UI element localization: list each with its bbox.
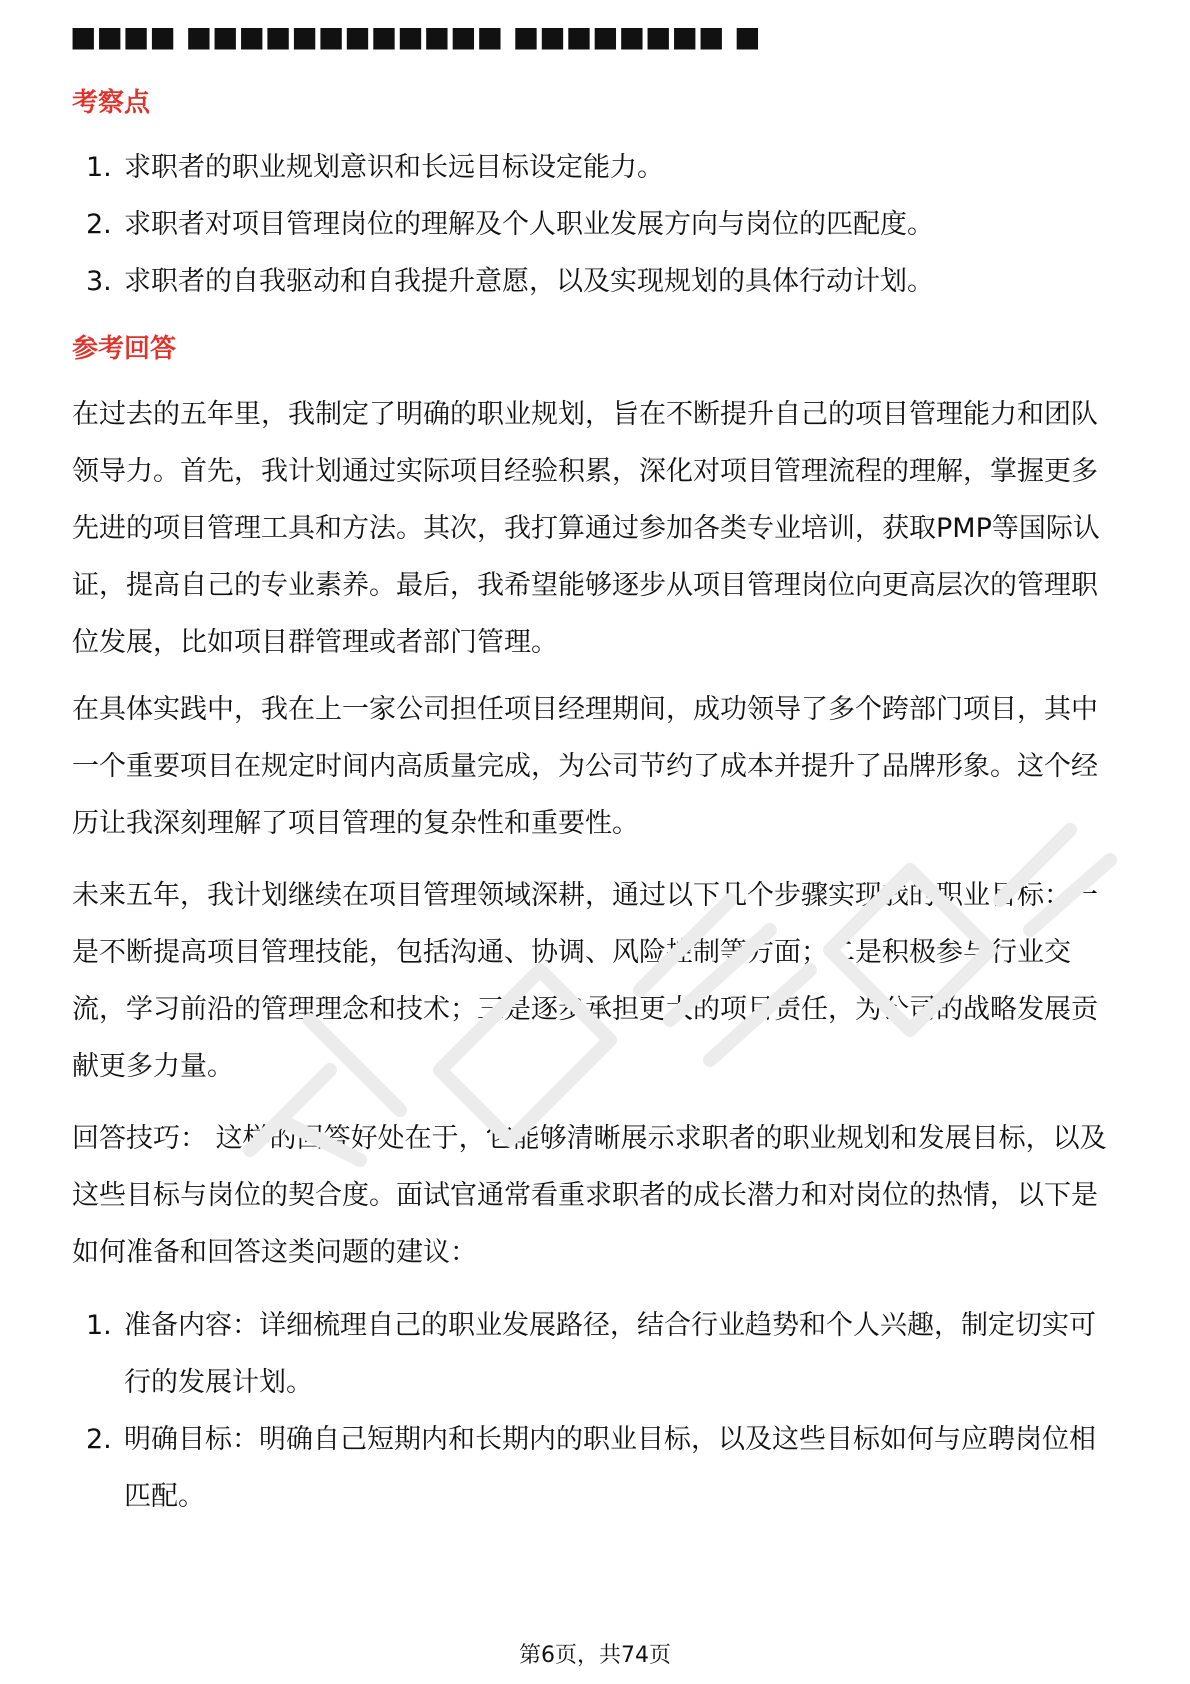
list-text: 求职者的自我驱动和自我提升意愿，以及实现规划的具体行动计划。 [124,266,934,297]
list-text: 准备内容：详细梳理自己的职业发展路径，结合行业趋势和个人兴趣，制定切实可行的发展计划。 [124,1310,1096,1398]
list-number: 3. [86,266,112,297]
cut-off-question-line: ■■■■ ■■■■■■■■■■■■ ■■■■■■■■ ■ [70,20,761,53]
list-number: 1. [86,1310,112,1341]
answer-paragraph-1: 在过去的五年里，我制定了明确的职业规划，旨在不断提升自己的项目管理能力和团队领导力。首先，我计划通过实际项目经验积累，深化对项目管理流程的理解，掌握更多先进的项目管理工具和方法。其次，我打算通过参加各类专业培训，获取PMP等国际认证，提高自己的专业素养。最后，我希望能够逐步从项目管理岗位向更高层次的管理职位发展，比如项目群管理或者部门管理。 [72,399,1100,658]
list-number: 2. [86,209,112,240]
list-number: 2. [86,1424,112,1455]
list-item [0,196,1190,253]
list-text: 求职者的职业规划意识和长远目标设定能力。 [124,152,664,183]
tips-list [0,1297,1190,1525]
list-number: 1. [86,152,112,183]
answer-tips-paragraph: 回答技巧： 这样的回答好处在于，它能够清晰展示求职者的职业规划和发展目标，以及这些目标与岗位的契合度。面试官通常看重求职者的成长潜力和对岗位的热情，以下是如何准备和回答这类问题的建议： [72,1123,1107,1268]
list-item [0,139,1190,196]
list-text: 明确目标：明确自己短期内和长期内的职业目标，以及这些目标如何与应聘岗位相匹配。 [124,1424,1096,1512]
list-text: 求职者对项目管理岗位的理解及个人职业发展方向与岗位的匹配度。 [124,209,934,240]
answer-heading: 参考回答 [72,334,177,364]
list-item [0,1297,1190,1411]
answer-paragraph-3: 未来五年，我计划继续在项目管理领域深耕，通过以下几个步骤实现我的职业目标：一是不断提高项目管理技能，包括沟通、协调、风险控制等方面；二是积极参与行业交流，学习前沿的管理理念和技术；三是逐步承担更大的项目责任，为公司的战略发展贡献更多力量。 [72,880,1098,1082]
page-footer: 第6页，共74页 [519,1643,671,1668]
list-item [0,1411,1190,1525]
kaocha-list [0,139,1190,310]
list-item [0,253,1190,310]
kaocha-heading: 考察点 [72,88,151,118]
answer-paragraph-2: 在具体实践中，我在上一家公司担任项目经理期间，成功领导了多个跨部门项目，其中一个重要项目在规定时间内高质量完成，为公司节约了成本并提升了品牌形象。这个经历让我深刻理解了项目管理的复杂性和重要性。 [72,694,1098,839]
